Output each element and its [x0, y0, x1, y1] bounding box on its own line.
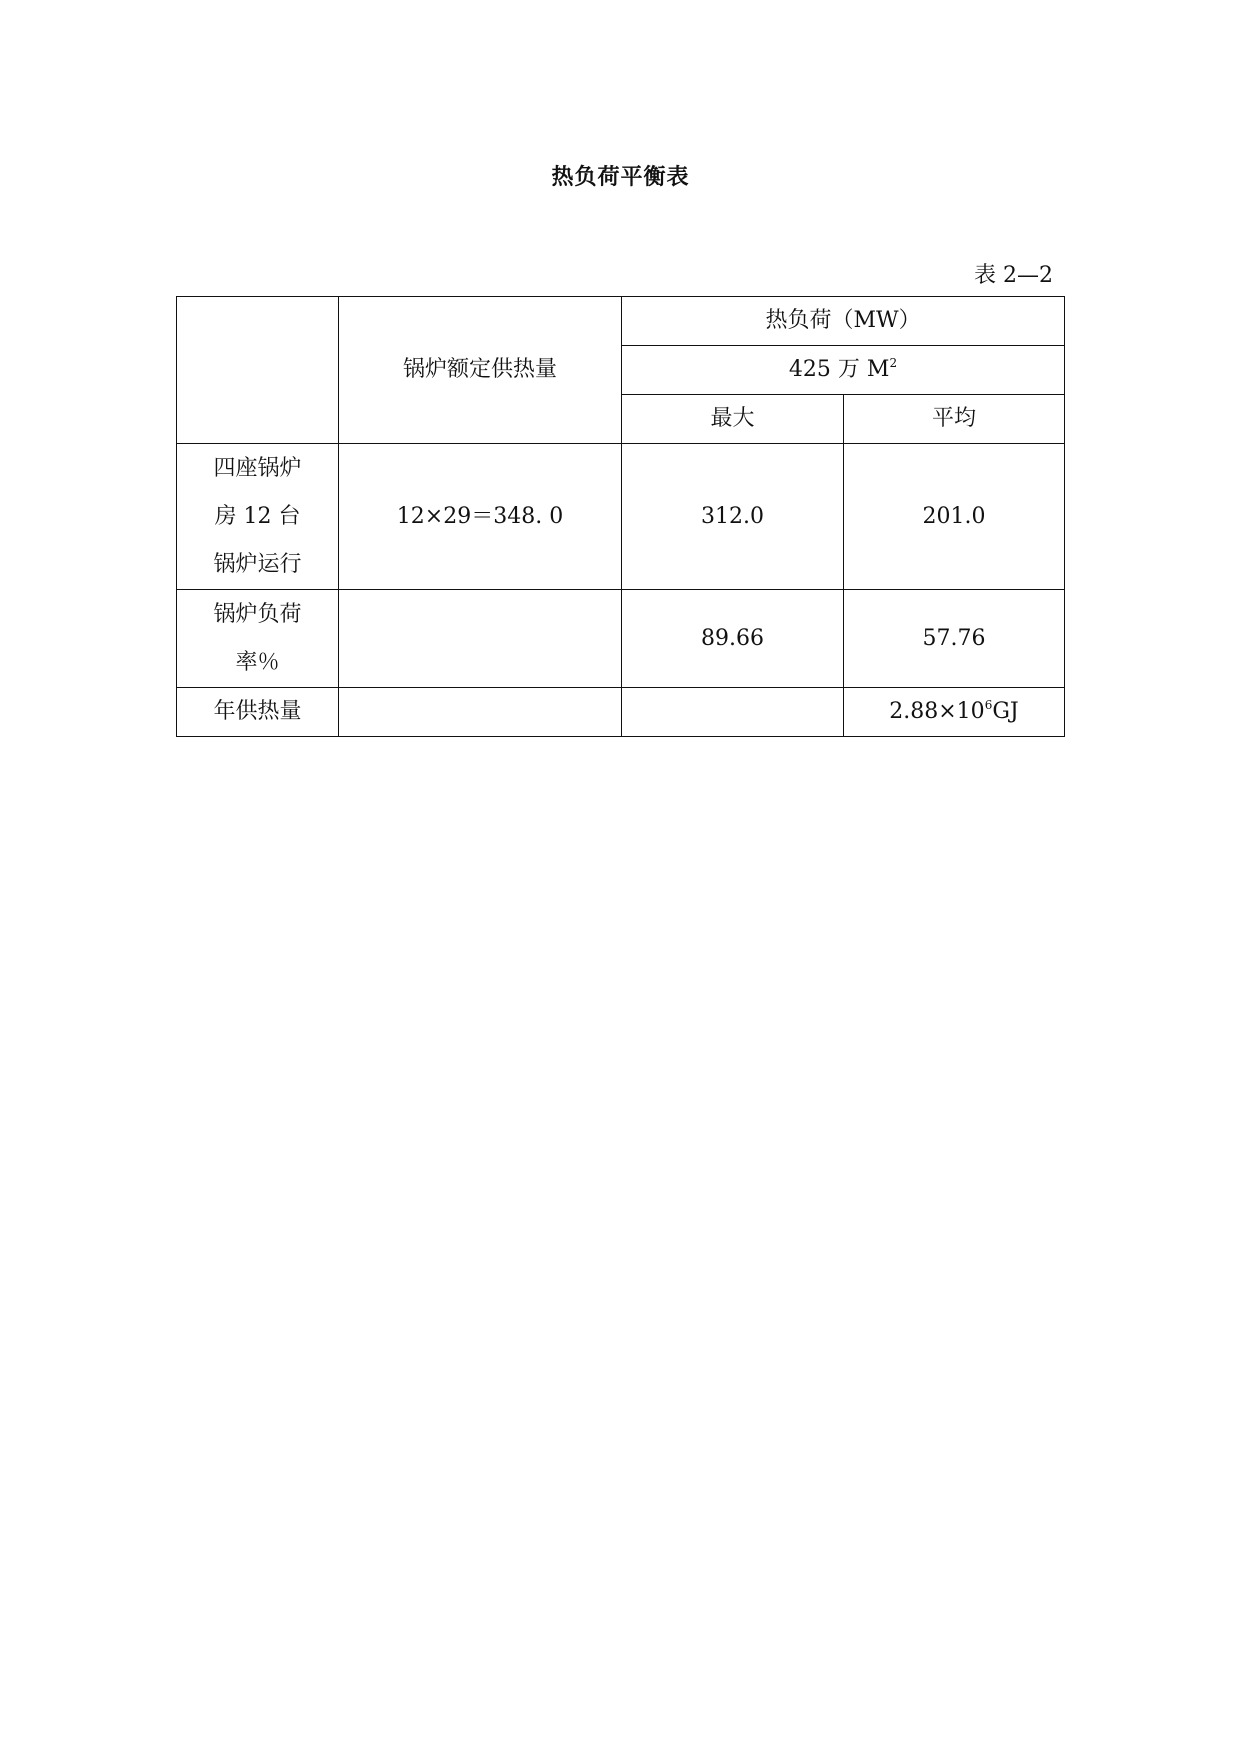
header-area: [622, 346, 1065, 395]
page-title: 热负荷平衡表: [551, 165, 690, 190]
row-avg-load-rate: 57.76: [844, 590, 1065, 688]
row-max-annual-heat: [622, 688, 844, 737]
annual-heat-unit: GJ: [992, 699, 1019, 724]
header-area-value: 425 万 M: [788, 357, 890, 382]
heat-load-balance-table: [176, 296, 1065, 737]
row-label-load-rate: [177, 590, 339, 688]
row-label-annual-heat: 年供热量: [177, 688, 339, 737]
row-label-load-rate-text: 锅炉负荷率％: [213, 601, 302, 675]
table-row: [177, 590, 1065, 688]
header-boiler-capacity: 锅炉额定供热量: [339, 297, 622, 444]
table-number: 表 2—2: [974, 263, 1053, 288]
header-row-heat-load: [177, 297, 1065, 346]
header-corner-cell: [177, 297, 339, 444]
row-label-boilers: [177, 444, 339, 590]
row-max-boilers: 312.0: [622, 444, 844, 590]
table-row: [177, 444, 1065, 590]
annual-heat-base: 2.88×10: [889, 699, 985, 724]
header-avg: 平均: [844, 395, 1065, 444]
header-heat-load: 热负荷（MW）: [622, 297, 1065, 346]
row-avg-annual-heat: [844, 688, 1065, 737]
row-avg-boilers: 201.0: [844, 444, 1065, 590]
annual-heat-exponent: 6: [984, 698, 993, 712]
row-label-boilers-text: 四座锅炉房 12 台锅炉运行: [213, 455, 302, 577]
row-max-load-rate: 89.66: [622, 590, 844, 688]
row-capacity-boilers: 12×29＝348. 0: [339, 444, 622, 590]
row-capacity-annual-heat: [339, 688, 622, 737]
header-max: 最大: [622, 395, 844, 444]
header-area-superscript: 2: [889, 356, 898, 370]
table-row: [177, 688, 1065, 737]
row-capacity-load-rate: [339, 590, 622, 688]
